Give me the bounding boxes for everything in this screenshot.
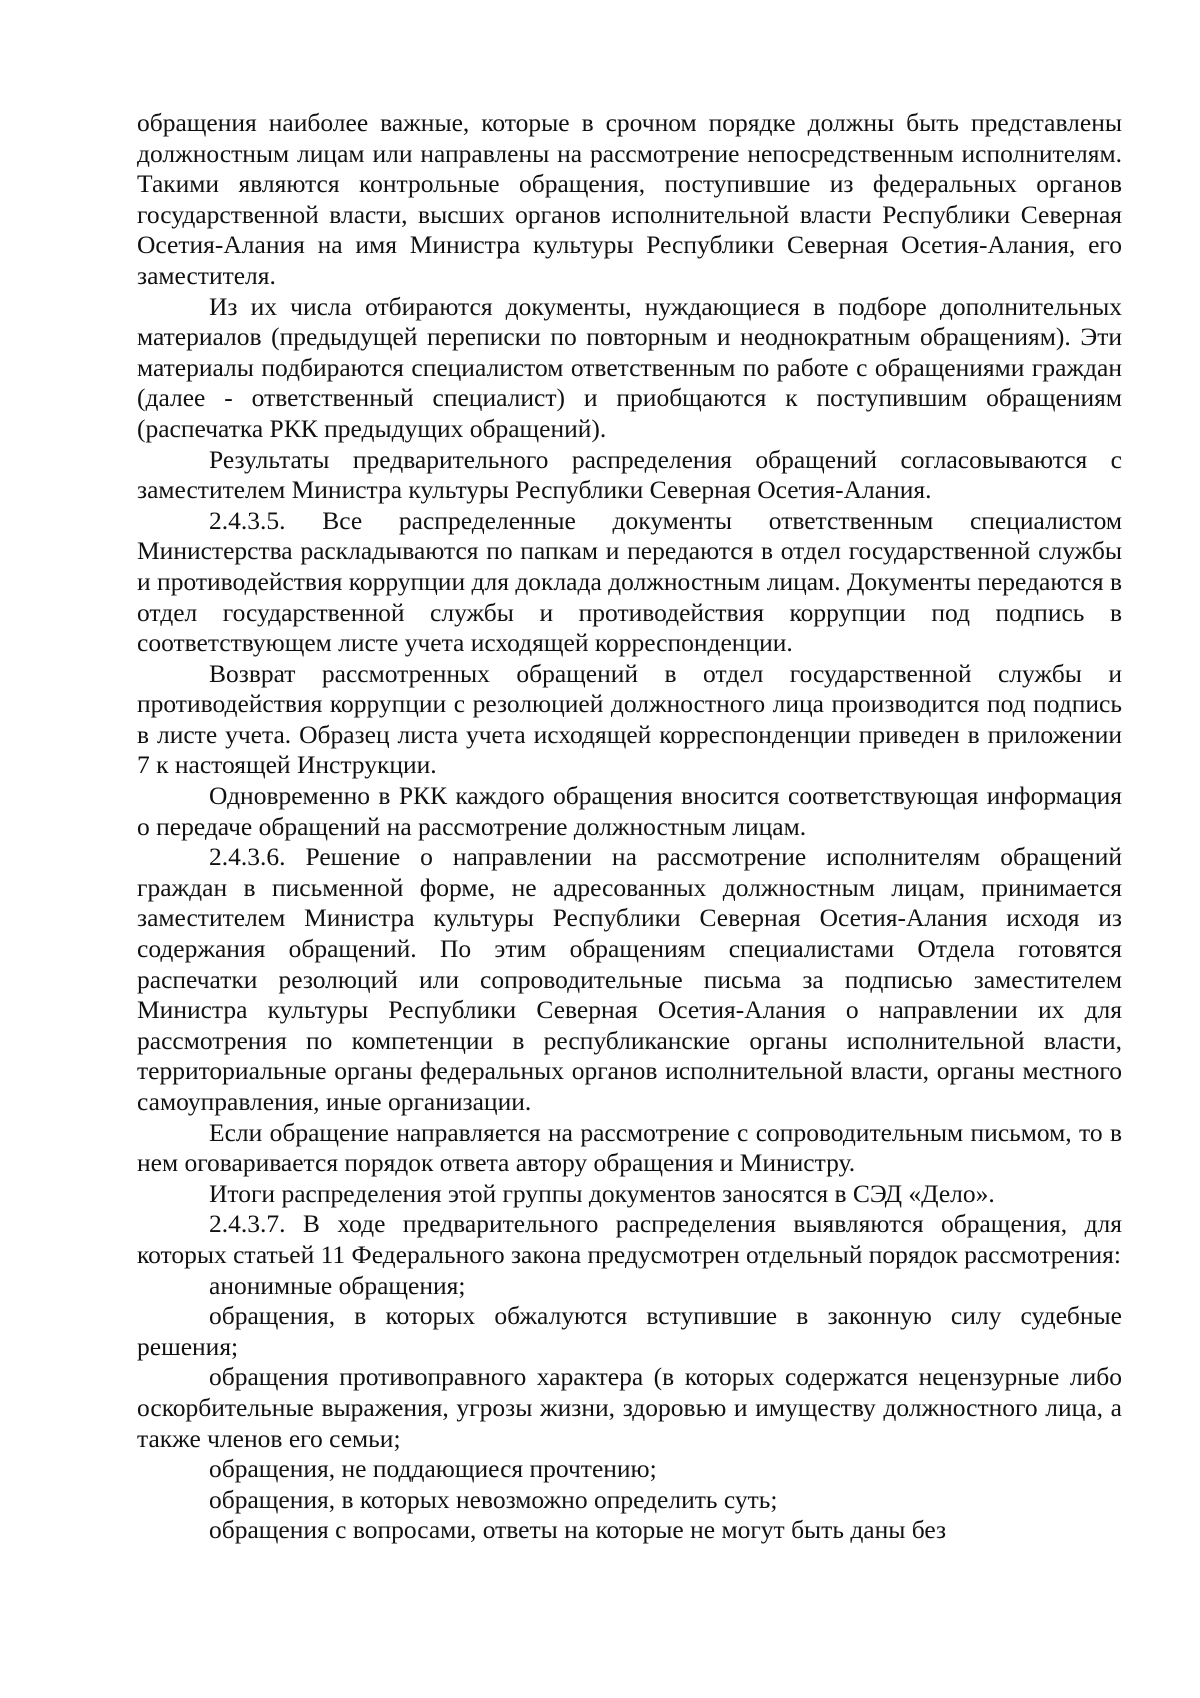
paragraph-cover-letter: Если обращение направляется на рассмотрение с сопроводительным письмом, то в нем оговаривается порядок ответа автору обращения и Министру. — [137, 1117, 1122, 1178]
list-item-unlawful: обращения противоправного характера (в которых содержатся нецензурные либо оскорбительные выражения, угрозы жизни, здоровью и имуществу должностного лица, а также членов его семьи; — [137, 1362, 1122, 1453]
paragraph-2-4-3-5: 2.4.3.5. Все распределенные документы ответственным специалистом Министерства раскладываются по папкам и передаются в отдел государственной службы и противодействия коррупции для доклада должностным лицам. Документы передаются в отдел государственной службы и противодействия коррупции под подпись в соответствующем листе учета исходящей корреспонденции. — [137, 505, 1122, 658]
paragraph-simultaneously: Одновременно в РКК каждого обращения вносится соответствующая информация о передаче обращений на рассмотрение должностным лицам. — [137, 781, 1122, 841]
paragraph-continuation: обращения наиболее важные, которые в срочном порядке должны быть представлены должностным лицам или направлены на рассмотрение непосредственным исполнителям. Такими являются контрольные обращения, поступившие из федеральных органов государственной власти, высших органов исполнительной власти Республики Северная Осетия-Алания на имя Министра культуры Республики Северная Осетия-Алания, его заместителя. — [137, 108, 1122, 290]
list-item-court-decisions: обращения, в которых обжалуются вступившие в законную силу судебные решения; — [137, 1301, 1122, 1361]
paragraph-results-delo: Итоги распределения этой группы документов заносятся в СЭД «Дело». — [209, 1178, 995, 1208]
list-item-anonymous: анонимные обращения; — [209, 1270, 466, 1300]
paragraph-return: Возврат рассмотренных обращений в отдел государственной службы и противодействия коррупции с резолюцией должностного лица производится под подпись в листе учета. Образец листа учета исходящей корреспонденции приведен в приложении 7 к настоящей Инструкции. — [137, 658, 1122, 780]
paragraph-2-4-3-7: 2.4.3.7. В ходе предварительного распределения выявляются обращения, для которых статьей 11 Федерального закона предусмотрен отдельный порядок рассмотрения: — [137, 1209, 1122, 1269]
list-item-unreadable: обращения, не поддающиеся прочтению; — [209, 1454, 657, 1484]
paragraph-2-4-3-6: 2.4.3.6. Решение о направлении на рассмотрение исполнителям обращений граждан в письменной форме, не адресованных должностным лицам, принимается заместителем Министра культуры Республики Северная Осетия-Алания исходя из содержания обращений. По этим обращениям специалистами Отдела готовятся распечатки резолюций или сопроводительные письма за подписью заместителем Министра культуры Республики Северная Осетия-Алания о направлении их для рассмотрения по компетенции в республиканские органы исполнительной власти, территориальные органы федеральных органов исполнительной власти, органы местного самоуправления, иные организации. — [137, 842, 1122, 1116]
document-body — [137, 108, 1122, 1546]
paragraph-selection: Из их числа отбираются документы, нуждающиеся в подборе дополнительных материалов (предыдущей переписки по повторным и неоднократным обращениям). Эти материалы подбираются специалистом ответственным по работе с обращениями граждан (далее - ответственный специалист) и приобщаются к поступившим обращениям (распечатка РКК предыдущих обращений). — [137, 291, 1122, 443]
paragraph-results: Результаты предварительного распределения обращений согласовываются с заместителем Министра культуры Республики Северная Осетия-Алания. — [137, 444, 1122, 505]
list-item-no-essence: обращения, в которых невозможно определить суть; — [209, 1484, 778, 1514]
list-item-questions: обращения с вопросами, ответы на которые не могут быть даны без — [209, 1515, 947, 1545]
